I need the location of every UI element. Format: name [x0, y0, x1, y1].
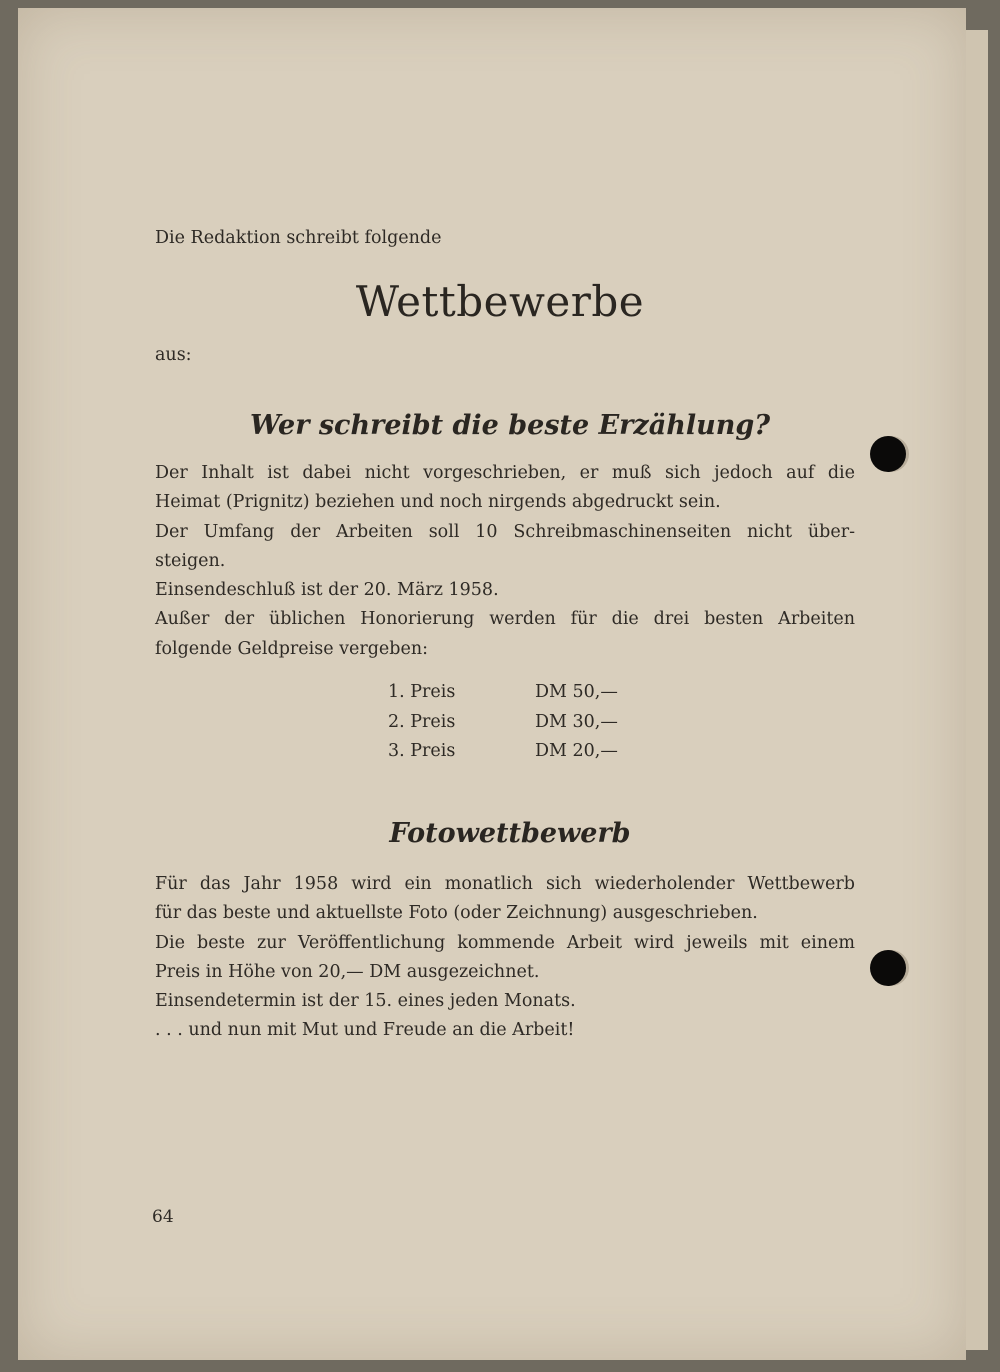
paragraph-line: Einsendetermin ist der 15. eines jeden Monats.: [155, 991, 576, 1012]
paragraph-line: Einsendeschluß ist der 20. März 1958.: [155, 580, 499, 601]
paragraph-line: folgende Geldpreise vergeben:: [155, 638, 429, 659]
prize-rank: 3. Preis: [388, 741, 456, 761]
punch-hole: [870, 436, 906, 472]
photo-paragraph: [155, 870, 855, 1046]
paragraph-line: Die beste zur Veröffentlichung kommende Arbeit wird jeweils mit einem: [155, 932, 855, 953]
punch-hole: [870, 950, 906, 986]
paragraph-line: Außer der üblichen Honorierung werden für die drei besten Arbeiten: [155, 609, 855, 630]
prize-amount: DM 20,—: [535, 741, 618, 761]
aus-text: aus:: [155, 345, 192, 365]
paragraph-line: . . . und nun mit Mut und Freude an die Arbeit!: [155, 1020, 575, 1041]
intro-text: Die Redaktion schreibt folgende: [155, 228, 442, 248]
prize-row: [388, 678, 648, 708]
paragraph-line: Heimat (Prignitz) beziehen und noch nirgends abgedruckt sein.: [155, 492, 721, 513]
section-heading-story: Wer schreibt die beste Erzählung?: [249, 410, 771, 441]
paragraph-line: Für das Jahr 1958 wird ein monatlich sich wiederholender Wettbewerb: [155, 874, 855, 894]
paragraph-line: Preis in Höhe von 20,— DM ausgezeichnet.: [155, 961, 540, 982]
prize-row: [388, 737, 648, 767]
paragraph-line: Der Inhalt ist dabei nicht vorgeschrieben, er muß sich jedoch auf die: [155, 463, 855, 483]
story-paragraph: [155, 459, 855, 664]
prize-rank: 1. Preis: [388, 682, 456, 702]
paragraph-line: steigen.: [155, 550, 226, 571]
prize-row: [388, 708, 648, 738]
prize-amount: DM 30,—: [535, 711, 618, 732]
page-title: Wettbewerbe: [355, 277, 645, 326]
section-heading-photo: Fotowettbewerb: [389, 818, 631, 849]
prize-rank: 2. Preis: [388, 711, 456, 732]
prize-table: [388, 678, 648, 767]
paragraph-line: Der Umfang der Arbeiten soll 10 Schreibmaschinenseiten nicht über-: [155, 521, 855, 542]
prize-amount: DM 50,—: [535, 682, 618, 702]
page-number: 64: [152, 1207, 174, 1227]
paragraph-line: für das beste und aktuellste Foto (oder Zeichnung) ausgeschrieben.: [155, 903, 758, 924]
